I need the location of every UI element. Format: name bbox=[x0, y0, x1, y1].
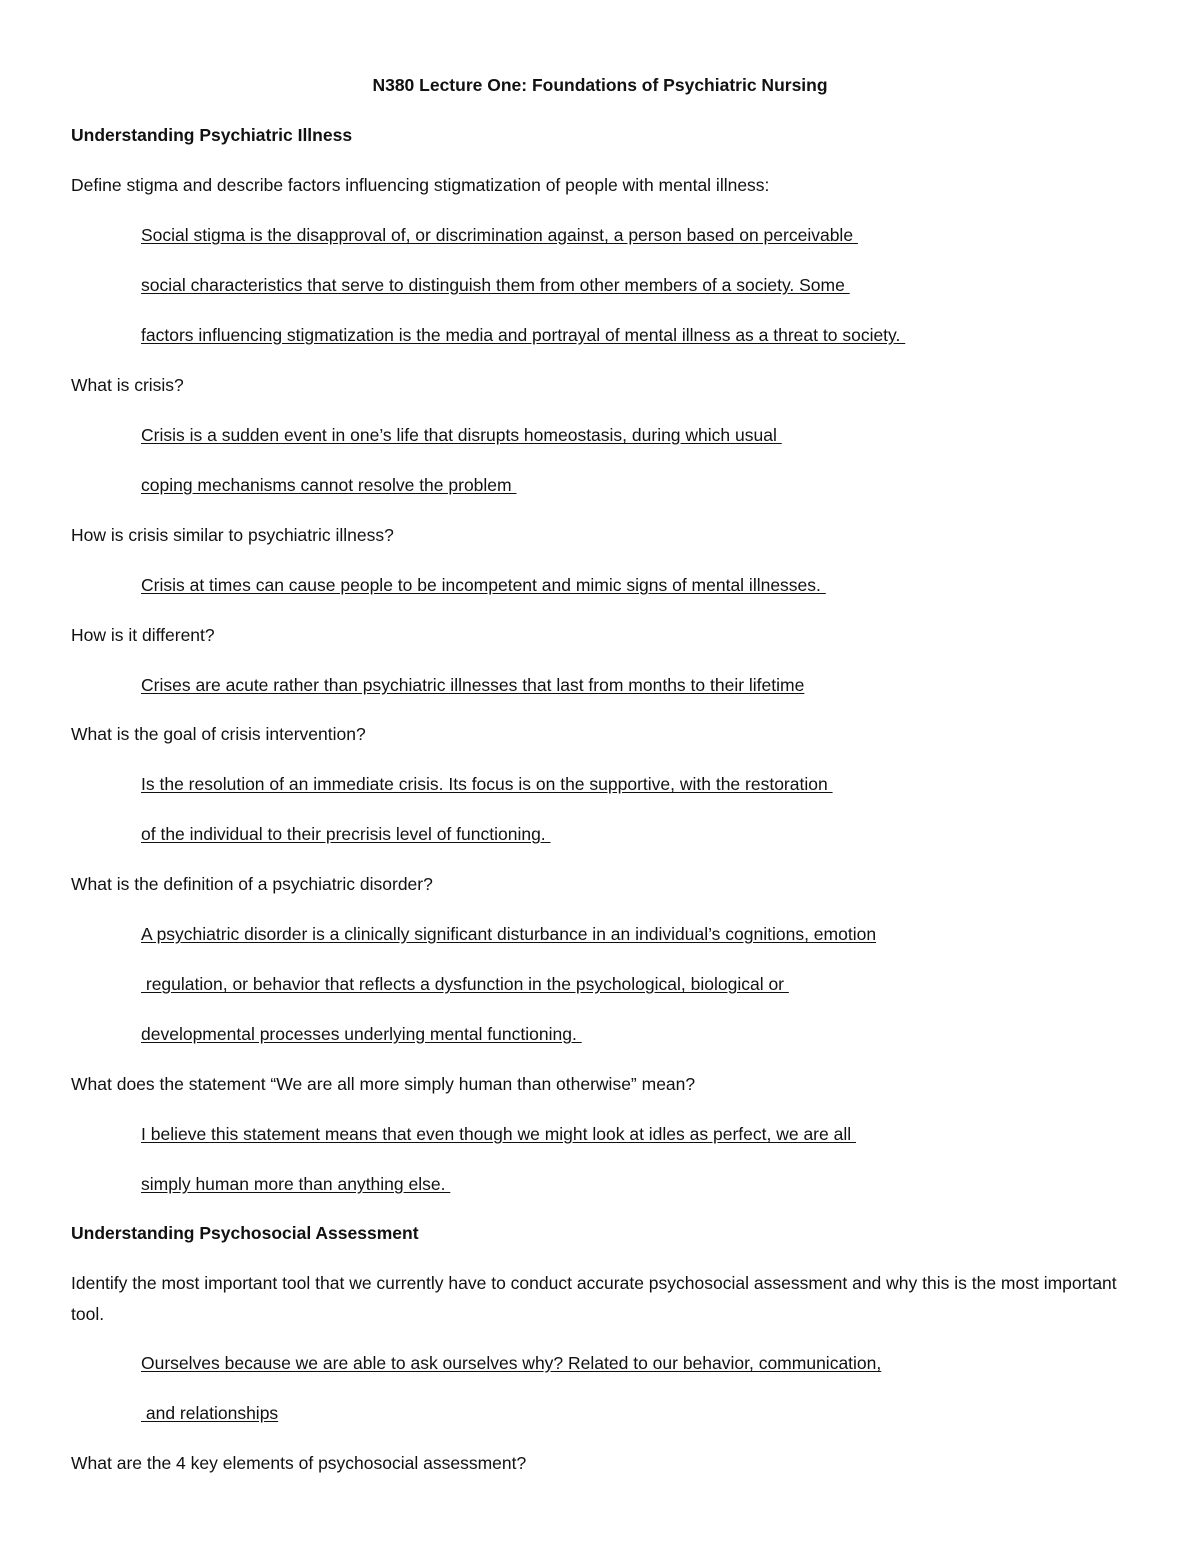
answer-stigma-line-1: Social stigma is the disapproval of, or discrimination against, a person based on perceivable bbox=[141, 225, 858, 245]
answer-crisis-line-1: Crisis is a sudden event in one’s life that disrupts homeostasis, during which usual bbox=[141, 425, 782, 445]
question-different: How is it different? bbox=[71, 625, 215, 645]
answer-tool-line-1: Ourselves because we are able to ask ourselves why? Related to our behavior, communication, bbox=[141, 1353, 882, 1373]
question-crisis: What is crisis? bbox=[71, 375, 184, 395]
question-human: What does the statement “We are all more simply human than otherwise” mean? bbox=[71, 1074, 696, 1094]
answer-definition-line-1: A psychiatric disorder is a clinically significant disturbance in an individual’s cognitions, emotion bbox=[141, 924, 877, 944]
answer-crisis-line-2: coping mechanisms cannot resolve the problem bbox=[141, 475, 517, 495]
answer-stigma-line-3: factors influencing stigmatization is the media and portrayal of mental illness as a threat to society. bbox=[141, 325, 906, 345]
answer-goal-line-1: Is the resolution of an immediate crisis. Its focus is on the supportive, with the restoration bbox=[141, 774, 833, 794]
question-goal: What is the goal of crisis intervention? bbox=[71, 724, 366, 744]
question-similar: How is crisis similar to psychiatric illness? bbox=[71, 525, 394, 545]
answer-definition-line-2: regulation, or behavior that reflects a dysfunction in the psychological, biological or bbox=[141, 974, 789, 994]
answer-definition-line-3: developmental processes underlying mental functioning. bbox=[141, 1024, 582, 1044]
question-definition: What is the definition of a psychiatric disorder? bbox=[71, 874, 433, 894]
section-heading-psychiatric-illness: Understanding Psychiatric Illness bbox=[71, 125, 353, 145]
answer-different-line-1: Crises are acute rather than psychiatric illnesses that last from months to their lifetime bbox=[141, 675, 805, 695]
question-stigma: Define stigma and describe factors influencing stigmatization of people with mental illness: bbox=[71, 175, 770, 195]
answer-stigma-line-2: social characteristics that serve to distinguish them from other members of a society. Some bbox=[141, 275, 850, 295]
answer-human-line-1: I believe this statement means that even though we might look at idles as perfect, we are all bbox=[141, 1124, 856, 1144]
question-tool: Identify the most important tool that we currently have to conduct accurate psychosocial assessment and why this is the most important tool. bbox=[71, 1273, 1117, 1324]
question-elements: What are the 4 key elements of psychosocial assessment? bbox=[71, 1453, 527, 1473]
section-heading-psychosocial-assessment: Understanding Psychosocial Assessment bbox=[71, 1223, 419, 1243]
answer-tool-line-2: and relationships bbox=[141, 1403, 279, 1423]
answer-similar-line-1: Crisis at times can cause people to be incompetent and mimic signs of mental illnesses. bbox=[141, 575, 826, 595]
answer-goal-line-2: of the individual to their precrisis level of functioning. bbox=[141, 824, 551, 844]
document-title: N380 Lecture One: Foundations of Psychiatric Nursing bbox=[372, 75, 828, 95]
answer-human-line-2: simply human more than anything else. bbox=[141, 1174, 451, 1194]
